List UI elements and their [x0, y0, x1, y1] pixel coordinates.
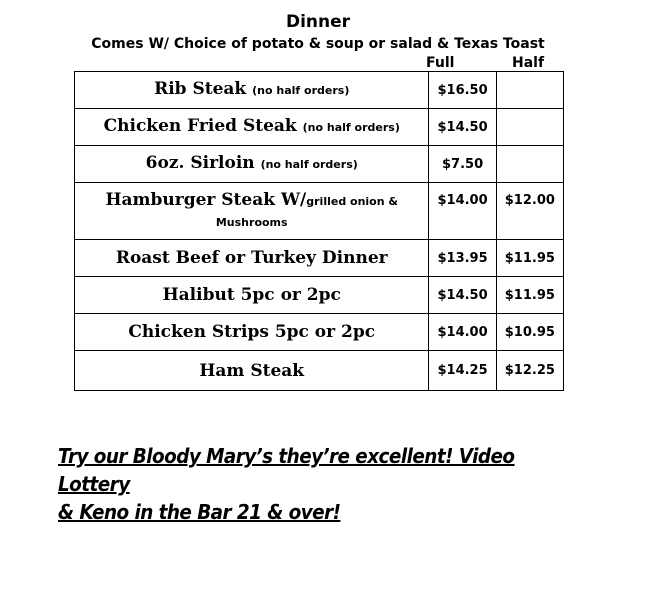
menu-item-subnote: Mushrooms: [215, 215, 288, 229]
table-row: [75, 72, 564, 109]
price-half: $11.95: [496, 277, 563, 314]
price-full: $14.00: [429, 314, 496, 351]
table-row: [75, 351, 564, 391]
menu-item-cell: [75, 240, 429, 277]
menu-item-note: (no half orders): [252, 84, 350, 97]
price-full: $13.95: [429, 240, 496, 277]
table-row: [75, 314, 564, 351]
dinner-menu-table: [74, 71, 564, 391]
price-full: $14.00: [429, 183, 496, 240]
promo-line-1: Try our Bloody Mary’s they’re excellent! Video Lottery: [58, 444, 515, 496]
table-row: [75, 146, 564, 183]
menu-subtitle: Comes W/ Choice of potato & soup or salad & Texas Toast: [91, 36, 545, 52]
menu-item-note: (no half orders): [302, 121, 400, 134]
price-half: [496, 72, 563, 109]
menu-item-cell: [75, 351, 429, 391]
price-full: $7.50: [429, 146, 496, 183]
menu-item-cell: [75, 314, 429, 351]
table-row: [75, 109, 564, 146]
menu-item-name: Rib Steak: [154, 79, 247, 99]
price-half: $12.25: [496, 351, 563, 391]
menu-item-cell: [75, 72, 429, 109]
price-full: $16.50: [429, 72, 496, 109]
price-full: $14.50: [429, 109, 496, 146]
menu-item-name: Ham Steak: [199, 360, 305, 381]
promo-line-2: & Keno in the Bar 21 & over!: [58, 500, 341, 524]
menu-item-name: Chicken Fried Steak: [103, 116, 297, 136]
menu-item-name: Chicken Strips 5pc or 2pc: [128, 322, 376, 342]
price-half: [496, 146, 563, 183]
promo-text: [58, 442, 555, 526]
price-full: $14.50: [429, 277, 496, 314]
menu-item-name: Halibut 5pc or 2pc: [162, 285, 341, 305]
menu-item-name: 6oz. Sirloin: [145, 153, 255, 173]
menu-item-note: grilled onion &: [306, 194, 398, 208]
menu-item-cell: [75, 277, 429, 314]
column-header-half: Half: [512, 55, 545, 71]
price-half: $12.00: [496, 183, 563, 240]
price-half: [496, 109, 563, 146]
menu-item-name: Roast Beef or Turkey Dinner: [115, 248, 388, 268]
price-full: $14.25: [429, 351, 496, 391]
column-header-full: Full: [426, 55, 455, 71]
menu-title: Dinner: [285, 12, 351, 32]
menu-item-cell: [75, 146, 429, 183]
table-row: [75, 183, 564, 240]
table-row: [75, 240, 564, 277]
price-half: $11.95: [496, 240, 563, 277]
menu-item-name: Hamburger Steak W/: [105, 189, 307, 210]
menu-item-note: (no half orders): [260, 158, 358, 171]
price-half: $10.95: [496, 314, 563, 351]
table-row: [75, 277, 564, 314]
menu-item-cell: [75, 109, 429, 146]
menu-item-cell: [75, 183, 429, 240]
